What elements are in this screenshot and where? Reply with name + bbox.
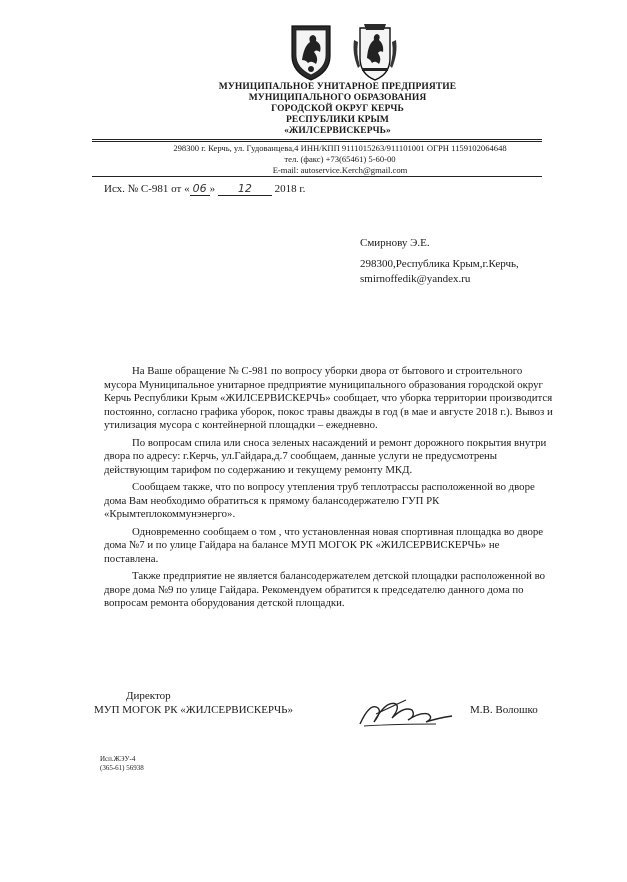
address-line: 298300 г. Керчь, ул. Гудованцева,4 ИНН/КПП 9111015263/911101001 ОГРН 1159102064648 [173,143,507,153]
outgoing-year: 2018 г. [274,183,306,195]
org-line: МУНИЦИПАЛЬНОЕ УНИТАРНОЕ ПРЕДПРИЯТИЕ [218,82,457,92]
kerch-coat-of-arms-icon [350,22,400,82]
body-paragraph: По вопросам спила или сноса зеленых насаждений и ремонт дорожного покрытия внутри двора по адресу: г.Керчь, ул.Гайдара,д.7 сообщаем, данные услуги не предусмотрены действующим тарифом по содержанию и текущему ремонту МКД. [104,436,547,476]
addressee-name: Смирнову Э.Е. [360,237,430,249]
body-paragraph: Одновременно сообщаем о том , что установленная новая спортивная площадка во дворе дома №7 и по улице Гайдара на балансе МУП МОГОК РК «ЖИЛСЕРВИСКЕРЧЬ» не поставлена. [104,525,544,565]
outgoing-month: 12 [218,182,272,196]
letter-body [104,365,556,615]
addressee-block [360,236,590,287]
organization-header [190,82,485,137]
header-divider [92,141,542,142]
org-line: «ЖИЛСЕРВИСКЕРЧЬ» [284,126,391,136]
contact-divider [92,176,542,177]
signer-title: Директор [126,690,171,702]
executor-note [100,755,144,773]
addressee-email: smirnoffedik@yandex.ru [360,273,471,285]
body-paragraph: Сообщаем также, что по вопросу утепления труб теплотрассы расположенной во дворе дома Вам необходимо обратиться к прямому балансодержателю ГУП РК «Крымтеплокоммунэнерго». [104,481,535,520]
signer-name: М.В. Волошко [470,704,538,716]
addressee-address: 298300,Республика Крым,г.Керчь, [360,258,519,270]
body-paragraph: Также предприятие не является балансодержателем детской площадки расположенной во дворе дома №9 по улице Гайдара. Рекомендуем обратится к председателю данного дома по вопросам ремонта оборудования детской площадки. [104,570,546,609]
crimea-coat-of-arms-icon [286,22,336,82]
org-line: РЕСПУБЛИКИ КРЫМ [285,115,389,125]
outgoing-middle: » [209,183,216,195]
header-divider [92,139,542,140]
phone-line: тел. (факс) +73(65461) 5-60-00 [284,154,396,164]
executor-line: Исп.ЖЭУ-4 [100,755,136,763]
outgoing-day: 06 [190,182,210,196]
signer-organization: МУП МОГОК РК «ЖИЛСЕРВИСКЕРЧЬ» [94,704,293,716]
outgoing-prefix: Исх. № С-981 от « [104,183,190,195]
org-line: ГОРОДСКОЙ ОКРУГ КЕРЧЬ [271,104,404,114]
handwritten-signature-icon [356,694,466,734]
email-line: E-mail: autoservice.Kerch@gmail.com [272,165,408,175]
org-line: МУНИЦИПАЛЬНОГО ОБРАЗОВАНИЯ [248,93,427,103]
outgoing-number [104,182,305,196]
executor-phone: (365-61) 56938 [100,764,144,772]
body-paragraph: На Ваше обращение № С-981 по вопросу уборки двора от бытового и строительного мусора Муниципальное унитарное предприятие муниципального образования городской округ Керчь Республики Крым «ЖИЛСЕРВИСКЕРЧЬ» сообщает, что уборка территории производится постоянно, согласно графика уборок, покос травы дважды в год (в мае и августе 2018 г.). Вывоз и утилизация мусора с контейнерной площадки – ежедневно. [104,365,553,431]
contact-block [120,143,560,176]
